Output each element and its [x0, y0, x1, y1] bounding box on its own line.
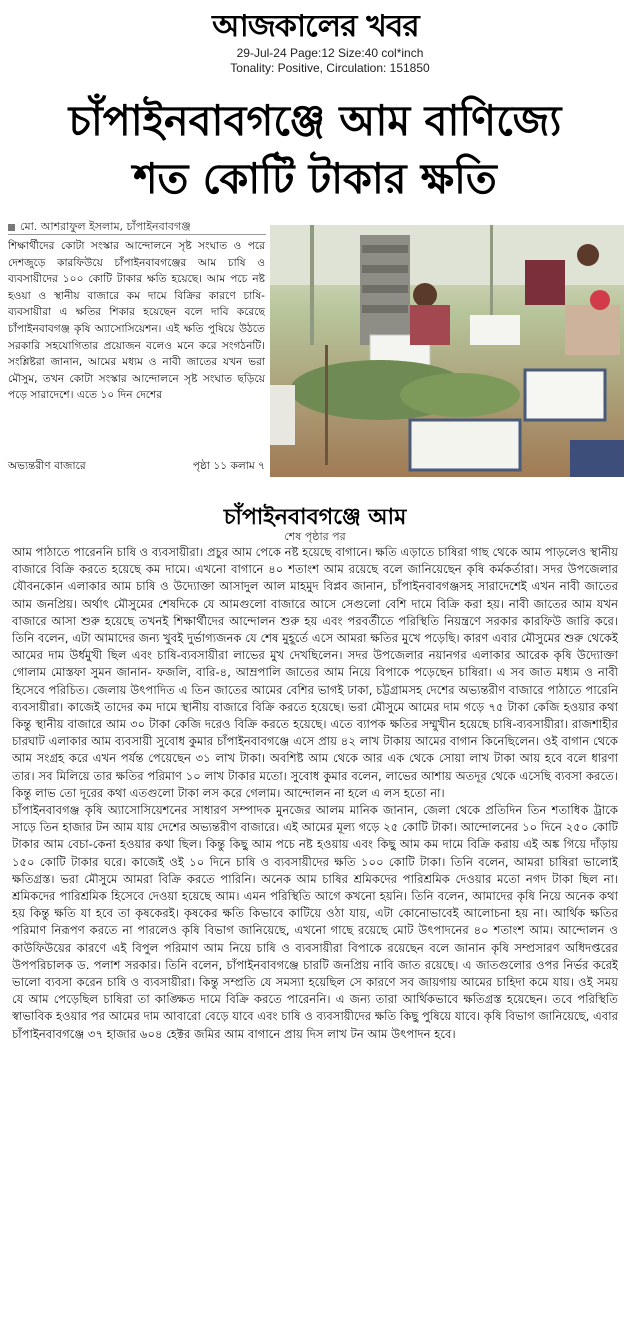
headline-line-1: চাঁপাইনবাবগঞ্জে আম বাণিজ্যে [68, 96, 562, 145]
body-paragraph: চাঁপাইনবাবগঞ্জ কৃষি অ্যাসোসিয়েশনের সাধারণ সম্পাদক মুনজের আলম মানিক জানান, জেলা থেকে প্রতিদিন তিন শতাধিক ট্রাকে সাড়ে তিন হাজার টন আম যায় দেশের অভ্যন্তরীণ বাজারে। এই আমের মূল্য গড়ে ২৫ কোটি টাকা। আন্দোলনের ১০ দিনে ২৫০ কোটি টাকার আম বেচা-কেনা হওয়ার কথা ছিল। কিন্তু কিছু আম পচে নষ্ট হওয়ায় এবং কিছু আম কম দামে বিক্রি করায় এই অঙ্ক গিয়ে দাঁড়ায় ১৫০ কোটি টাকার ঘরে। কাজেই ওই ১০ দিনে চাষি ও ব্যবসায়ীদের ক্ষতি ১০০ কোটি টাকা। তিনি বলেন, আমরা চাষিরা ভালোই ক্ষতিগ্রস্ত। ভরা মৌসুমে আমরা বিক্রি করতে পারিনি। অনেক আম চাষির শ্রমিকদের পারিশ্রমিক দেওয়ার মতো নগদ টাকা ছিল না। শ্রমিকদের পারিশ্রমিক হিসেবে দেওয়া হয়েছে আম। এমন পরিস্থিতি আগে কখনো হয়নি। তিনি বলেন, আমাদের কৃষি নিয়ে অনেক কথা হয় কিন্তু ক্ষতি যা হবে তা কৃষকেরই। কৃষকের ক্ষতি কিভাবে কাটিয়ে ওঠা যায়, এটা কোনোভাবেই আলোচনা হয় না। আর্থিক ক্ষতির পরিমাণ নিরূপণ করতে না পারলেও কৃষি বিভাগ জানিয়েছে, এখনো গাছে রয়েছে মোট উৎপাদনের ৪০ শতাংশ আম। আন্দোলন ও কাউফিউয়ের কারণে এই বিপুল পরিমাণ আম নিয়ে চাষি ও ব্যবসায়ীরা বিপাকে রয়েছেন বলে জানান কৃষি সম্প্রসারণ অধিদপ্তরের উপপরিচালক ড. পলাশ সরকার। তিনি বলেন, চাঁপাইনবাবগঞ্জে চারটি জনপ্রিয় নাবি জাত রয়েছে। এ জাতগুলোর ওপর নির্ভর করেই ভালো ব্যবসা করেন চাষি ও ব্যবসায়ীরা। কিন্তু সম্প্রতি যে সমস্যা হয়েছিল সে কারণে সব জায়গায় আমের চাহিদা কমে যায়। ওই সময় যে আম পেড়েছিল চাষিরা তা কাঙ্ক্ষিত দামে বিক্রি করতে পারেননি। এ জন্য তারা আর্থিকভাবে ক্ষতিগ্রস্ত হয়েছেন। তবে পরিস্থিতি স্বাভাবিক হওয়ার পর আমের দাম আবারো বেড়ে যাবে এবং চাষি ও ব্যবসায়ীদের ক্ষতি কিছু পুষিয়ে যাবে। কৃষি বিভাগ জানিয়েছে, এবার চাঁপাইনবাবগঞ্জে ৩৭ হাজার ৬০৪ হেক্টর জমির আম বাগানে প্রায় দিস লাখ টন আম উৎপাদন হবে। [12, 803, 618, 1041]
mango-harvest-photo-illustration [270, 225, 624, 477]
headline [0, 92, 630, 208]
jump-reference: পৃষ্ঠা ১১ কলাম ৭ [192, 460, 265, 472]
lead-paragraph: শিক্ষার্থীদের কোটা সংস্কার আন্দোলনে সৃষ্ট সংঘাত ও পরে দেশজুড়ে কারফিউয়ে চাঁপাইনবাবগঞ্জের আম চাষি ও ব্যবসায়ীদের ১০০ কোটি টাকার ক্ষতি হয়েছে। আম পচে নষ্ট হওয়া ও স্থানীয় বাজারে কম দামে বিক্রির কারণে চাষি-ব্যবসায়ীরা এ ক্ষতির শিকার হয়েছেন বলে দাবি করেছে চাঁপাইনবাবগঞ্জ কৃষি অ্যাসোসিয়েশন। এই ক্ষতি পুষিয়ে উঠতে সরকারি সহযোগিতার প্রয়োজন বলেও মনে করে সংগঠনটি। সংশ্লিষ্টরা জানান, আমের মধ্যম ও নাবী জাতের যখন ভরা মৌসুম, তখন কোটা সংস্কার আন্দোলনে সৃষ্ট সংঘাত ছড়িয়ে পড়ে সারাদেশে। এতে ১০ দিন দেশের [8, 240, 265, 402]
headline-line-2: শত কোটি টাকার ক্ষতি [133, 154, 497, 203]
divider [8, 234, 266, 235]
news-photo [270, 225, 624, 477]
continuation-title: চাঁপাইনবাবগঞ্জে আম [223, 505, 407, 530]
jump-text: অভ্যন্তরীণ বাজারে [8, 460, 86, 472]
byline-text: মো. আশরাফুল ইসলাম, চাঁপাইনবাবগঞ্জ [20, 220, 191, 233]
continuation-subtitle: শেষ পৃষ্ঠার পর [284, 530, 346, 543]
lead-column [8, 238, 265, 478]
meta-line-tonality: Tonality: Positive, Circulation: 151850 [230, 61, 430, 75]
bullet-icon [8, 224, 15, 231]
newspaper-logo: আজকালের খবর [211, 9, 419, 44]
masthead [0, 0, 630, 44]
body-paragraph: আম পাঠাতে পারেননি চাষি ও ব্যবসায়ীরা। প্রচুর আম পেকে নষ্ট হয়েছে বাগানে। ক্ষতি এড়াতে চাষিরা গাছ থেকে আম পাড়লেও স্থানীয় বাজারে বিক্রি করতে হয়েছে কম দামে। এখনো বাগানে ৪০ শতাংশ আম রয়েছে বলে জানিয়েছেন কৃষি কর্মকর্তারা। সদর উপজেলার যৌবনকোন এলাকার আম চাষি ও উদ্যোক্তা আসাদুল আল মাহমুদ বিপ্লব জানান, চাঁপাইনবাবগঞ্জসহ সারাদেশেই এখন নাবী জাতের আম জনপ্রিয়। অর্থাৎ মৌসুমের শেষদিকে যে আমগুলো বাজারে আসে সেগুলো বেশি দামে বিক্রি করা হয়। নাবী জাতের আম যখন বাজারে আসা শুরু হয়েছে তখনই শিক্ষার্থীদের আন্দোলন শুরু হয় এবং পরবর্তীতে পরিস্থিতি নিয়ন্ত্রণে সরকার কারফিউ জারি করে। তিনি বলেন, এটা আমাদের জন্য খুবই দুর্ভাগ্যজনক যে শেষ মুহূর্তে এসে আমরা ক্ষতির মুখে পড়েছি। কারণ এবার মৌসুমের শুরু থেকেই আমের দাম উর্ধমুখী ছিল এবং চাষি-ব্যবসায়ীরা লাভের মুখ দেখছিলেন। সদর উপজেলার নয়ানগর এলাকার আরেক কৃষি উদ্যোক্তা গোলাম মোস্তফা সুমন জানান- ফজলি, বারি-৪, আম্রপালি জাতের আম নিয়ে বিপাকে পড়েছেন চাষিরা। এ সব জাত মধ্যম ও নাবী হিসেবে পরিচিত। জেলায় উৎপাদিত এ তিন জাতের আমের বেশির ভাগই ঢাকা, চট্টগ্রামসহ দেশের অভ্যন্তরীণ বাজারে পাঠাতে পারেনি ব্যবসায়ীরা। কাজেই তাদের কম দামে স্থানীয় বাজারে বিক্রি করতে হয়েছে। ভরা মৌসুমে আমের দাম গড়ে ৭৫ টাকা কেজি হওয়ার কথা কিন্তু স্থানীয় বাজারে আম ৩০ টাকা কেজি দরেও বিক্রি করতে হয়েছে। এতে ব্যাপক ক্ষতির সম্মুখীন হয়েছে চাষি-ব্যবসায়ীরা। রাজশাহীর চারঘাট এলাকার আম ব্যবসায়ী সুবোধ কুমার চাঁপাইনবাবগঞ্জে এসে প্রায় ৪২ লাখ টাকায় আমের বাগান কিনেছিলেন। ওই বাগান থেকে আম সংগ্রহ করে এখন পর্যন্ত পেয়েছেন ৩১ লাখ টাকা। অবশিষ্ট আম থেকে আর এক থেকে সোয়া লাখ টাকা আয় হবে বলে ধারণা তার। সব মিলিয়ে তার ক্ষতির পরিমাণ ১০ লাখ টাকার মতো। সুবোধ কুমার বলেন, লাভের আশায় অতদূর থেকে এসেছি ব্যবসা করতে। কিন্তু লাভ তো দূরের কথা এতগুলো টাকা লস করে গেলাম। আন্দোলন না হলে এ লস হতো না। [12, 545, 618, 800]
clipping-meta [200, 46, 460, 76]
meta-line-date-page: 29-Jul-24 Page:12 Size:40 col*inch [236, 46, 424, 60]
article-body [12, 544, 618, 1329]
